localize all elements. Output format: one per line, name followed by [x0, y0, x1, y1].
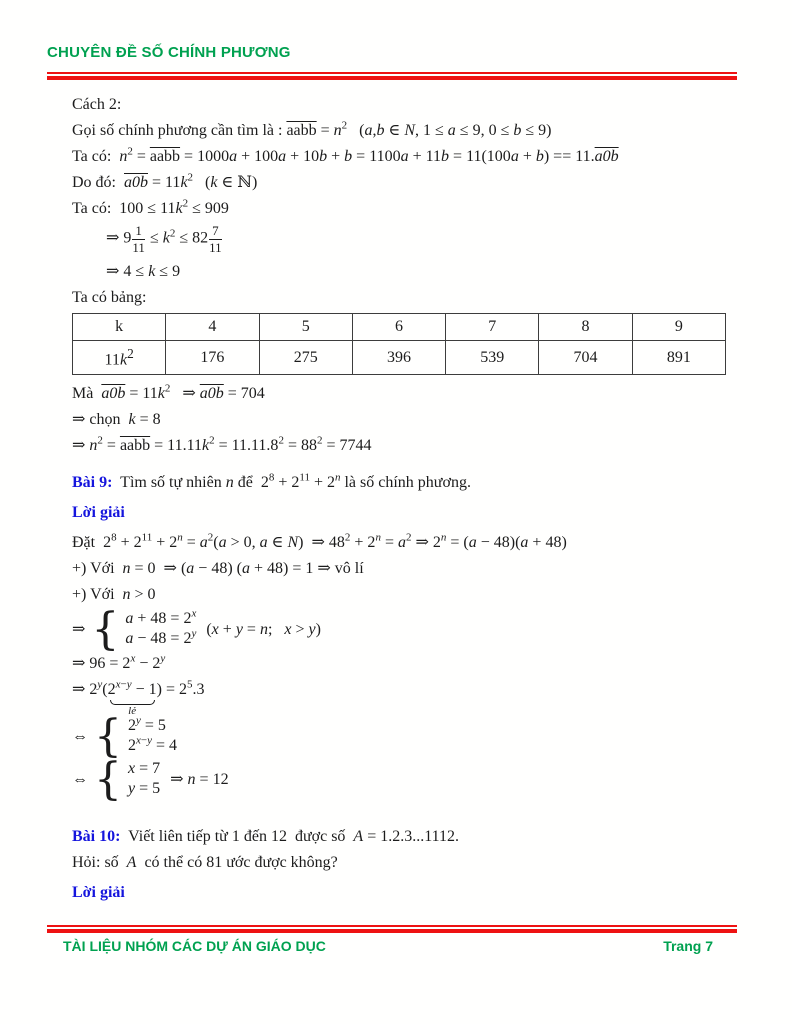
overline-term: aabb: [119, 437, 151, 455]
math-line: Mà $a0b = 11k^2$ ⇒ a0b = 704: [72, 382, 265, 403]
overline-term: a0b: [594, 148, 619, 165]
table-cell: 4: [166, 314, 259, 341]
cases-item: y = 5: [128, 780, 161, 798]
overline-term: a0b: [199, 385, 224, 403]
math-line: Cách 2:: [72, 96, 122, 113]
overline-term: aabb: [149, 148, 181, 165]
overline-term: a0b: [101, 385, 126, 403]
math-line: ⇒ $2^y(2^{x-y} - 1$ lẻ ) = $2^5.3$: [72, 678, 205, 718]
page-title: CHUYÊN ĐỀ SỐ CHÍNH PHƯƠNG: [47, 44, 291, 61]
table-cell: 9: [632, 314, 725, 341]
cases-stack: [125, 607, 197, 648]
content: [72, 94, 772, 908]
values-table: [72, 313, 726, 375]
page-footer: [47, 925, 737, 954]
cases-suffix: (x + y = n; x > y): [206, 620, 321, 638]
math-line: +) Với n > 0: [72, 586, 156, 604]
math-line: Đặt $2^8 + 2^{11} + 2^n = a^2(a > 0$, a ∈ N) ⇒ $48^2 + 2^n = a^2$ ⇒ $2^n = (a - 48)(a + 48)$: [72, 531, 567, 552]
page-header: [47, 44, 737, 80]
header-rule-thin: [47, 72, 737, 74]
table-cell: k: [73, 314, 166, 341]
math-cases-line: [72, 603, 772, 655]
math-line: ⇒ 9 $\frac{1}{11}$ ≤ $k^2 \le 82$ $\frac{7}{11}$: [106, 223, 222, 255]
footer-rule: [47, 925, 737, 933]
implies-arrow: ⇒: [72, 620, 86, 638]
table-cell: 6: [352, 314, 445, 341]
cases-stack: [128, 714, 178, 755]
table-cell: 891: [632, 341, 725, 375]
cases-item: $a - 48 = 2^y$: [125, 627, 197, 648]
cases-item: $2^{x-y} = 4$: [128, 734, 178, 755]
math-line: ⇒ chọn k = 8: [72, 411, 161, 429]
problem-label: Bài 9:: [72, 474, 113, 492]
table-cell: 8: [539, 314, 632, 341]
page-number: Trang 7: [663, 938, 713, 954]
math-line: +) Với n = 0 ⇒ (a − 48) (a + 48) = 1 ⇒ vô lí: [72, 560, 364, 578]
implies-arrow: ⇔: [72, 770, 88, 788]
footer-rule-thin: [47, 925, 737, 927]
cases-suffix: ⇒ n = 12: [170, 770, 229, 788]
footer-left-text: TÀI LIỆU NHÓM CÁC DỰ ÁN GIÁO DỤC: [63, 938, 326, 954]
cases-item: $2^y = 5$: [128, 714, 166, 735]
curly-brace-icon: {: [94, 753, 122, 805]
solution-label: Lời giải: [72, 884, 125, 902]
math-line: Hỏi: số A có thể có 81 ước được không?: [72, 854, 338, 872]
math-line: Ta có: $100 \le 11k^2 \le 909$: [72, 197, 229, 217]
table-cell: 7: [446, 314, 539, 341]
cases-item: x = 7: [128, 760, 161, 778]
problem-label: Bài 10:: [72, 828, 121, 846]
curly-brace-icon: {: [91, 603, 120, 655]
table-cell: $11k^2$: [73, 341, 166, 375]
cases-item: $a + 48 = 2^x$: [125, 607, 197, 628]
implies-arrow: ⇔: [72, 727, 88, 745]
problem-heading: Bài 9: Tìm số tự nhiên n để $2^8 + 2^{11} + 2^n$ là số chính phương.: [72, 471, 471, 492]
overline-term: aabb: [286, 122, 317, 139]
math-line: ⇒ $n^2$ = aabb = $11.11k^2 = 11.11.8^2 = 88^2 = 7744$: [72, 434, 372, 455]
fraction: $\frac{7}{11}$: [209, 223, 222, 255]
math-line: Do đó: $a0b = 11k^2$ (k ∈ ℕ): [72, 171, 258, 191]
table-cell: 704: [539, 341, 632, 375]
table-row: [73, 341, 726, 375]
underbrace-group: $2^{x-y} - 1$ lẻ: [107, 678, 157, 718]
table-cell: 396: [352, 341, 445, 375]
header-rule-thick: [47, 76, 737, 80]
header-rule: [47, 72, 737, 80]
table-cell: 176: [166, 341, 259, 375]
solution-label: Lời giải: [72, 504, 125, 522]
table-cell: 5: [259, 314, 352, 341]
table-cell: 539: [446, 341, 539, 375]
footer-rule-thick: [47, 929, 737, 933]
problem-heading: Bài 10: Viết liên tiếp từ 1 đến 12 được số A = 1.2.3...1112.: [72, 828, 460, 846]
table-cell: 275: [259, 341, 352, 375]
overline-term: a0b: [124, 174, 148, 191]
math-line: ⇒ 4 ≤ k ≤ 9: [106, 263, 181, 281]
math-line: ⇒ $96 = 2^x - 2^y$: [72, 652, 166, 673]
math-cases-line: [72, 753, 772, 805]
underbrace-label: lẻ: [128, 705, 137, 718]
cases-stack: [128, 760, 160, 798]
footer-row: [47, 938, 737, 954]
table-row: [73, 314, 726, 341]
fraction: $\frac{1}{11}$: [132, 223, 145, 255]
math-line: Ta có bảng:: [72, 289, 147, 307]
math-line: Ta có: $n^2$ = aabb = 1000a + 100a + 10b + b = 1100a + 11b = 11(100a + b) == 11.a0b: [72, 145, 619, 165]
math-line: Gọi số chính phương cần tìm là : aabb = $n^2$ (a,b ∈ N, 1 ≤ a ≤ 9, 0 ≤ b ≤ 9): [72, 119, 552, 139]
curly-brace-icon: {: [94, 710, 122, 762]
